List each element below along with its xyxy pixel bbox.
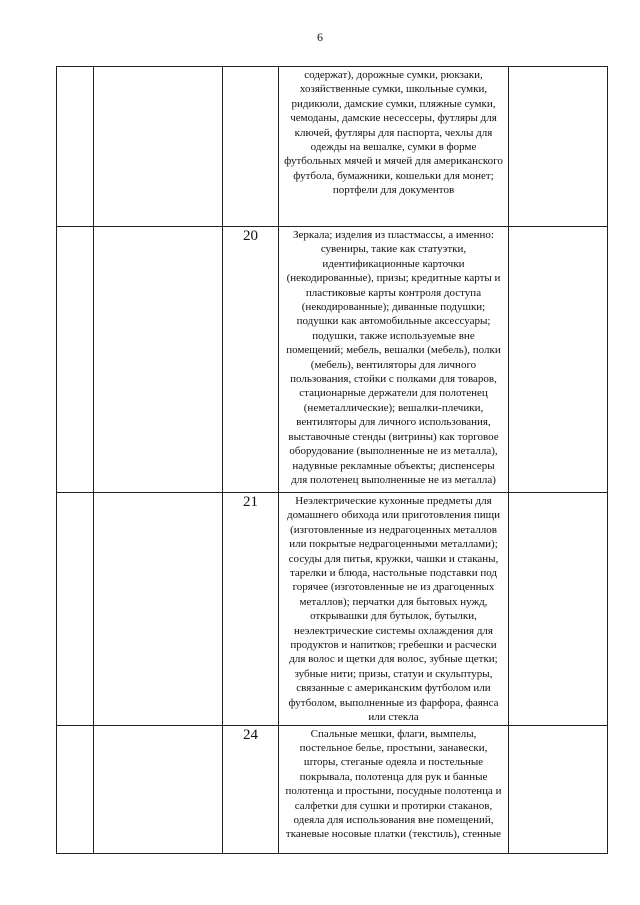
class-number-cell — [223, 227, 279, 493]
empty-cell — [57, 493, 94, 726]
goods-description-cell — [279, 227, 509, 493]
empty-cell — [94, 493, 223, 726]
empty-cell — [57, 725, 94, 853]
class-number: 20 — [243, 228, 258, 244]
empty-cell — [94, 725, 223, 853]
class-number: 21 — [243, 494, 258, 510]
table-row — [57, 725, 608, 853]
class-number-cell — [223, 725, 279, 853]
empty-cell — [509, 67, 608, 227]
goods-description-cell — [279, 493, 509, 726]
empty-cell — [94, 67, 223, 227]
table-row — [57, 493, 608, 726]
goods-description: Неэлектрические кухонные предметы для домашнего обихода или приготовления пищи (изготовленные из недрагоценных металлов или покрытые недрагоценными металлами); сосуды для питья, кружки, чашки и стаканы, тарелки и блюда, настольные подставки под горячее (изготовленные не из драгоценных металлов); перчатки для бытовых нужд, открывашки для бутылок, бутылки, неэлектрические системы охлаждения для продуктов и напитков; гребешки и расчески для волос и щетки для волос, зубные щетки; зубные нити; призы, статуи и скульптуры, связанные с американским футболом или футболом, выполненные из фарфора, фаянса или стекла — [286, 495, 501, 724]
class-number-cell — [223, 67, 279, 227]
class-number: 24 — [243, 726, 258, 743]
empty-cell — [509, 227, 608, 493]
table-row — [57, 67, 608, 227]
empty-cell — [509, 493, 608, 726]
goods-description: Зеркала; изделия из пластмассы, а именно: сувениры, такие как статуэтки, идентификационные карточки (некодированные), призы; кредитные карты и пластиковые карты контроля доступа (некодированные); диванные подушки; подушки как автомобильные аксессуары; подушки, также используемые вне помещений; мебель, вешалки (мебель), полки (мебель), вентиляторы для личного пользования, стойки с полками для товаров, стационарные держатели для полотенец (неметаллические); вешалки-плечики, вентиляторы для личного использования, выставочные стенды (витрины) как торговое оборудование (выполненные не из металла), надувные рекламные объекты; диспенсеры для полотенец выполненные не из металла) — [286, 229, 501, 486]
empty-cell — [57, 227, 94, 493]
empty-cell — [57, 67, 94, 227]
goods-description-cell — [279, 725, 509, 853]
table-row — [57, 227, 608, 493]
empty-cell — [94, 227, 223, 493]
goods-description-cell — [279, 67, 509, 227]
goods-table — [56, 66, 608, 854]
page-number: 6 — [317, 30, 323, 44]
goods-description: Спальные мешки, флаги, вымпелы, постельное белье, простыни, занавески, шторы, стеганые одеяла и постельные покрывала, полотенца для рук и банные полотенца и простыни, посудные полотенца и салфетки для сушки и протирки стаканов, одеяла для использования вне помещений, тканевые носовые платки (текстиль), стенные — [285, 727, 502, 841]
empty-cell — [509, 725, 608, 853]
goods-description: содержат), дорожные сумки, рюкзаки, хозяйственные сумки, школьные сумки, ридикюли, дамские сумки, пляжные сумки, чемоданы, дамские несессеры, футляры для ключей, футляры для паспорта, чехлы для одежды на вешалке, сумки в форме футбольных мячей и мячей для американского футбола, бумажники, кошельки для монет; портфели для документов — [284, 69, 503, 197]
class-number-cell — [223, 493, 279, 726]
